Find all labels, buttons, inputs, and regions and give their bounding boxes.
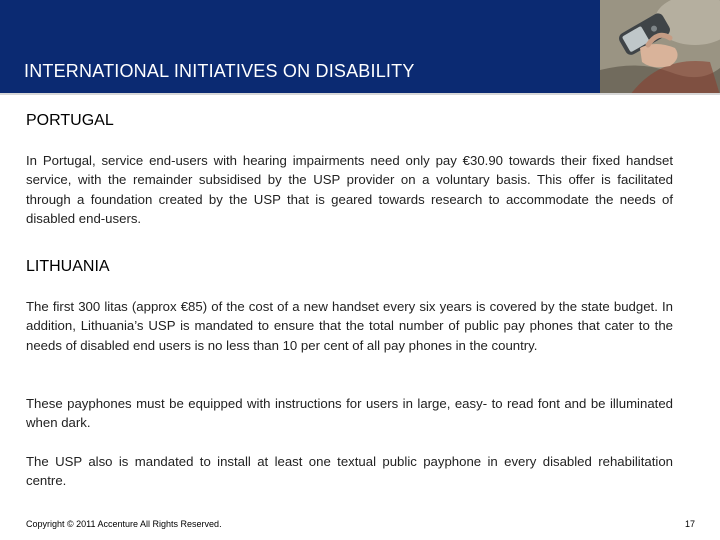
page-title: INTERNATIONAL INITIATIVES ON DISABILITY — [24, 61, 415, 81]
header-banner — [0, 0, 720, 95]
footer-copyright: Copyright © 2011 Accenture All Rights Reserved. — [26, 519, 222, 529]
hand-holding-phone-photo — [600, 0, 720, 95]
header-divider — [0, 93, 720, 95]
phone-photo-illustration — [600, 0, 720, 95]
lithuania-paragraph-3: The USP also is mandated to install at least one textual public payphone in every disabled rehabilitation centre. — [26, 454, 673, 489]
lithuania-paragraph-2: These payphones must be equipped with instructions for users in large, easy- to read font and be illuminated when dark. — [26, 396, 673, 431]
page-number: 17 — [684, 519, 695, 529]
portugal-paragraph: In Portugal, service end-users with hearing impairments need only pay €30.90 towards their fixed handset service, with the remainder subsidised by the USP provider on a voluntary basis. This offer is facilitated through a foundation created by the USP that is geared towards research to accommodate the needs of disabled end-users. — [26, 153, 673, 226]
lithuania-paragraph-1: The first 300 litas (approx €85) of the cost of a new handset every six years is covered by the state budget. In addition, Lithuania’s USP is mandated to ensure that the total number of public pay phones that cater to the needs of disabled end users is no less than 10 per cent of all pay phones in the country. — [26, 299, 673, 353]
section-heading-lithuania: LITHUANIA — [26, 258, 110, 275]
section-heading-portugal: PORTUGAL — [26, 112, 114, 129]
